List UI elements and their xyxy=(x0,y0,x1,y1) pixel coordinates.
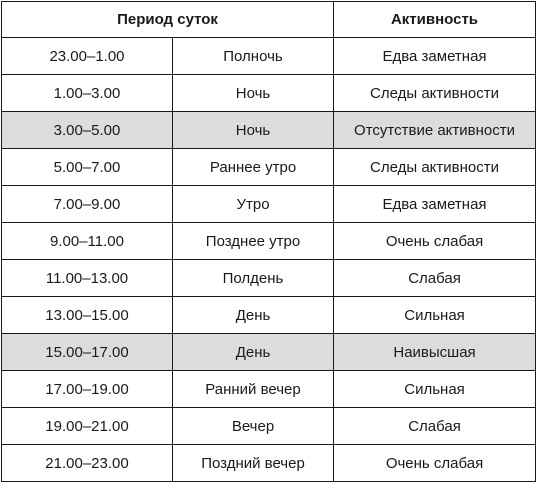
period-cell: День xyxy=(173,297,334,334)
activity-cell: Сильная xyxy=(334,371,536,408)
period-cell: День xyxy=(173,334,334,371)
time-cell: 17.00–19.00 xyxy=(2,371,173,408)
period-cell: Полночь xyxy=(173,38,334,75)
table-row xyxy=(2,223,536,260)
time-cell: 21.00–23.00 xyxy=(2,445,173,482)
table-header xyxy=(2,2,536,38)
table-row xyxy=(2,186,536,223)
table-row xyxy=(2,297,536,334)
table-body xyxy=(2,38,536,482)
time-cell: 3.00–5.00 xyxy=(2,112,173,149)
activity-cell: Едва заметная xyxy=(334,186,536,223)
time-cell: 19.00–21.00 xyxy=(2,408,173,445)
activity-cell: Слабая xyxy=(334,260,536,297)
period-cell: Поздний вечер xyxy=(173,445,334,482)
activity-cell: Наивысшая xyxy=(334,334,536,371)
activity-table xyxy=(1,1,536,482)
period-cell: Позднее утро xyxy=(173,223,334,260)
header-row xyxy=(2,2,536,38)
table-row xyxy=(2,408,536,445)
activity-cell: Следы активности xyxy=(334,75,536,112)
activity-cell: Слабая xyxy=(334,408,536,445)
period-cell: Полдень xyxy=(173,260,334,297)
time-cell: 11.00–13.00 xyxy=(2,260,173,297)
period-cell: Вечер xyxy=(173,408,334,445)
activity-cell: Отсутствие активности xyxy=(334,112,536,149)
table-row xyxy=(2,112,536,149)
table-row xyxy=(2,371,536,408)
time-cell: 23.00–1.00 xyxy=(2,38,173,75)
time-cell: 15.00–17.00 xyxy=(2,334,173,371)
period-cell: Раннее утро xyxy=(173,149,334,186)
activity-cell: Едва заметная xyxy=(334,38,536,75)
period-cell: Ночь xyxy=(173,112,334,149)
header-period: Период суток xyxy=(2,2,334,38)
table-row xyxy=(2,445,536,482)
table-row xyxy=(2,75,536,112)
activity-cell: Очень слабая xyxy=(334,445,536,482)
time-cell: 1.00–3.00 xyxy=(2,75,173,112)
period-cell: Ночь xyxy=(173,75,334,112)
time-cell: 9.00–11.00 xyxy=(2,223,173,260)
time-cell: 13.00–15.00 xyxy=(2,297,173,334)
table-row xyxy=(2,38,536,75)
time-cell: 7.00–9.00 xyxy=(2,186,173,223)
activity-cell: Сильная xyxy=(334,297,536,334)
activity-cell: Следы активности xyxy=(334,149,536,186)
table-row xyxy=(2,260,536,297)
table-row xyxy=(2,334,536,371)
period-cell: Ранний вечер xyxy=(173,371,334,408)
period-cell: Утро xyxy=(173,186,334,223)
table-row xyxy=(2,149,536,186)
header-activity: Активность xyxy=(334,2,536,38)
activity-cell: Очень слабая xyxy=(334,223,536,260)
time-cell: 5.00–7.00 xyxy=(2,149,173,186)
